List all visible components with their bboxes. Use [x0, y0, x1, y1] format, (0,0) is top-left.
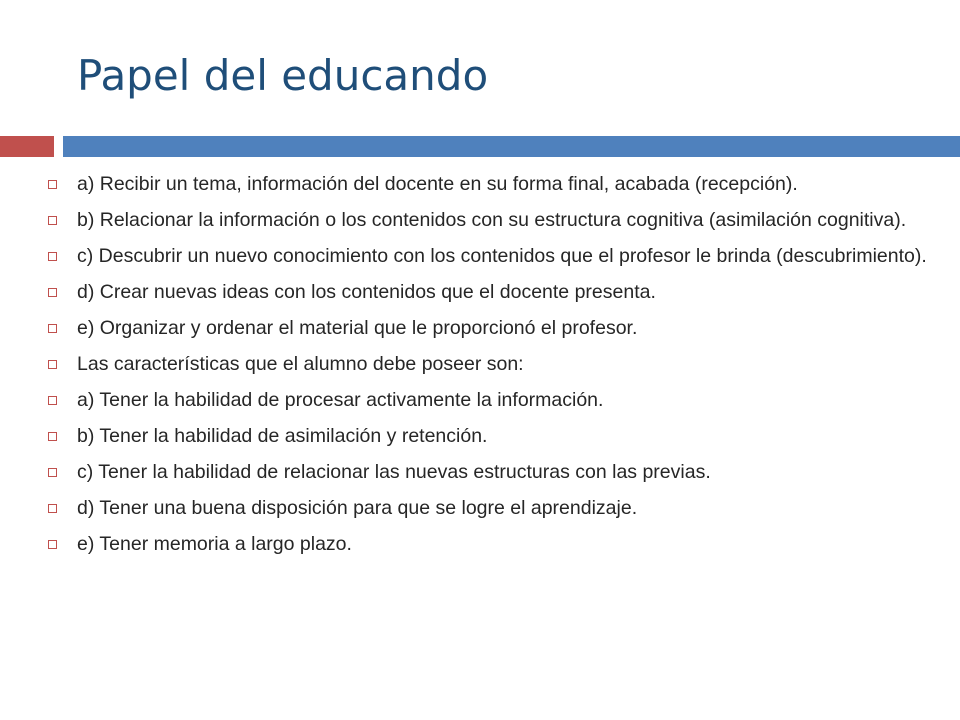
square-outline-icon	[48, 324, 57, 333]
square-outline-icon	[48, 432, 57, 441]
bullet-text: b) Relacionar la información o los contenidos con su estructura cognitiva (asimilación cognitiva).	[77, 209, 907, 231]
title-rule-right-bar	[63, 136, 960, 157]
square-outline-icon	[48, 180, 57, 189]
bullet-item	[48, 208, 928, 233]
square-outline-icon	[48, 396, 57, 405]
bullet-item	[48, 316, 928, 341]
square-outline-icon	[48, 540, 57, 549]
bullet-text: e) Organizar y ordenar el material que le proporcionó el profesor.	[77, 317, 638, 339]
bullet-text: c) Tener la habilidad de relacionar las nuevas estructuras con las previas.	[77, 461, 711, 483]
bullet-text: a) Recibir un tema, información del docente en su forma final, acabada (recepción).	[77, 173, 798, 195]
bullet-item	[48, 172, 928, 197]
slide-title: Papel del educando	[77, 51, 489, 100]
bullet-item	[48, 352, 928, 377]
square-outline-icon	[48, 468, 57, 477]
title-rule-left-accent	[0, 136, 54, 157]
bullet-text: b) Tener la habilidad de asimilación y retención.	[77, 425, 488, 447]
bullet-text: Las características que el alumno debe poseer son:	[77, 353, 524, 375]
bullet-item	[48, 532, 928, 557]
bullet-text: a) Tener la habilidad de procesar activamente la información.	[77, 389, 604, 411]
square-outline-icon	[48, 216, 57, 225]
square-outline-icon	[48, 288, 57, 297]
square-outline-icon	[48, 252, 57, 261]
bullet-text: d) Crear nuevas ideas con los contenidos que el docente presenta.	[77, 281, 656, 303]
square-outline-icon	[48, 504, 57, 513]
bullet-item	[48, 244, 928, 269]
bullet-item	[48, 424, 928, 449]
bullet-item	[48, 388, 928, 413]
bullet-item	[48, 280, 928, 305]
bullet-text: d) Tener una buena disposición para que se logre el aprendizaje.	[77, 497, 638, 519]
bullet-text: e) Tener memoria a largo plazo.	[77, 533, 352, 555]
bullet-item	[48, 496, 928, 521]
bullet-item	[48, 460, 928, 485]
square-outline-icon	[48, 360, 57, 369]
bullet-list	[48, 172, 928, 568]
bullet-text: c) Descubrir un nuevo conocimiento con los contenidos que el profesor le brinda (descubrimiento).	[77, 245, 927, 267]
